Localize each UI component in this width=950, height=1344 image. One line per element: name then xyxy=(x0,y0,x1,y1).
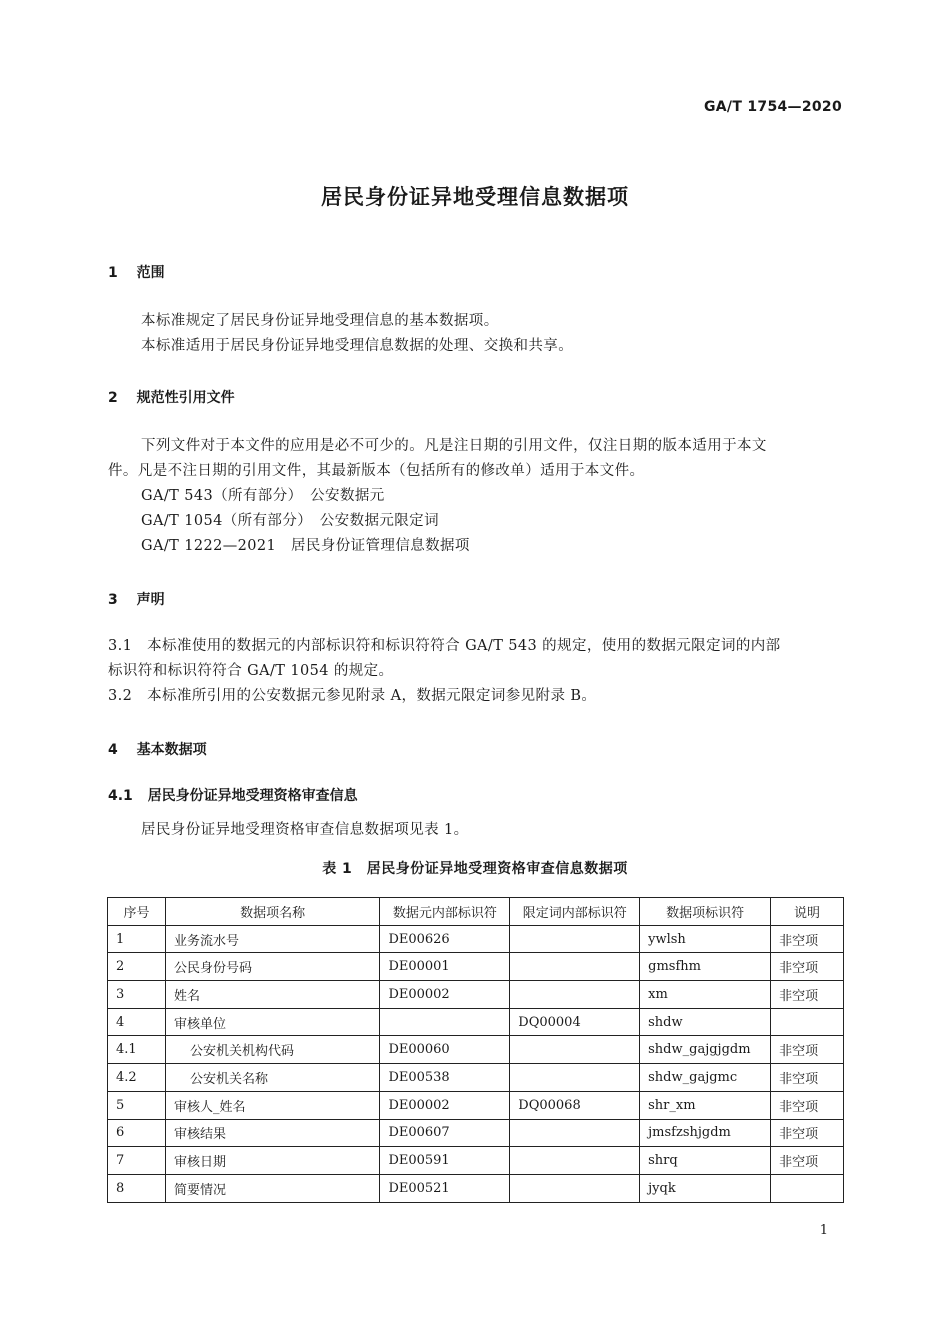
header-cell: 数据项名称 xyxy=(165,898,380,926)
cell-item-id: jyqk xyxy=(640,1174,771,1202)
cell-item-id: xm xyxy=(640,981,771,1009)
table-row xyxy=(108,925,844,953)
cell-element-id: DE00060 xyxy=(380,1036,510,1064)
page-title: 居民身份证异地受理信息数据项 xyxy=(321,185,629,209)
cell-qualifier-id xyxy=(510,1147,640,1175)
cell-item-id: shrq xyxy=(640,1147,771,1175)
cell-item-name: 简要情况 xyxy=(165,1174,380,1202)
section-1-heading xyxy=(108,262,165,282)
cell-seq: 3 xyxy=(108,981,166,1009)
cell-seq: 1 xyxy=(108,925,166,953)
cell-item-id: shdw_gajgmc xyxy=(640,1064,771,1092)
cell-note: 非空项 xyxy=(771,1036,844,1064)
section-title: 规范性引用文件 xyxy=(136,390,235,406)
cell-note: 非空项 xyxy=(771,981,844,1009)
cell-note: 非空项 xyxy=(771,1091,844,1119)
cell-item-id: shr_xm xyxy=(640,1091,771,1119)
cell-note: 非空项 xyxy=(771,1064,844,1092)
cell-qualifier-id xyxy=(510,925,640,953)
cell-item-name: 审核结果 xyxy=(165,1119,380,1147)
cell-item-id: jmsfzshjgdm xyxy=(640,1119,771,1147)
cell-seq: 4.2 xyxy=(108,1064,166,1092)
table-row xyxy=(108,1147,844,1175)
cell-seq: 2 xyxy=(108,953,166,981)
header-cell: 限定词内部标识符 xyxy=(510,898,640,926)
cell-element-id: DE00002 xyxy=(380,1091,510,1119)
cell-item-name: 审核日期 xyxy=(165,1147,380,1175)
cell-item-name: 公安机关名称 xyxy=(165,1064,380,1092)
cell-item-name: 审核单位 xyxy=(165,1008,380,1036)
section-title: 基本数据项 xyxy=(136,742,207,758)
header-cell: 说明 xyxy=(771,898,844,926)
table-row xyxy=(108,1008,844,1036)
cell-item-name: 审核人_姓名 xyxy=(165,1091,380,1119)
cell-element-id: DE00538 xyxy=(380,1064,510,1092)
table-row xyxy=(108,1064,844,1092)
cell-qualifier-id xyxy=(510,1174,640,1202)
table-row xyxy=(108,1174,844,1202)
section-number: 3 xyxy=(108,592,118,608)
page-number: 1 xyxy=(819,1223,828,1238)
cell-element-id: DE00607 xyxy=(380,1119,510,1147)
cell-seq: 5 xyxy=(108,1091,166,1119)
cell-element-id: DE00626 xyxy=(380,925,510,953)
cell-item-id: gmsfhm xyxy=(640,953,771,981)
subsection-4-1-heading xyxy=(108,785,358,805)
cell-seq: 8 xyxy=(108,1174,166,1202)
normative-reference: GA/T 543（所有部分） 公安数据元 xyxy=(141,488,385,504)
cell-item-id: ywlsh xyxy=(640,925,771,953)
clause-3-2: 3.2 本标准所引用的公安数据元参见附录 A，数据元限定词参见附录 B。 xyxy=(108,688,597,704)
table-caption: 表 1 居民身份证异地受理资格审查信息数据项 xyxy=(322,861,628,877)
cell-item-id: shdw xyxy=(640,1008,771,1036)
section-title: 声明 xyxy=(136,592,165,608)
cell-note: 非空项 xyxy=(771,1147,844,1175)
clause-3-1: 3.1 本标准使用的数据元的内部标识符和标识符符合 GA/T 543 的规定，使用的数据元限定词的内部 xyxy=(108,638,781,654)
header-cell: 数据项标识符 xyxy=(640,898,771,926)
section-2-heading xyxy=(108,387,235,407)
table-row xyxy=(108,1036,844,1064)
header-cell: 数据元内部标识符 xyxy=(380,898,510,926)
cell-seq: 4.1 xyxy=(108,1036,166,1064)
cell-seq: 4 xyxy=(108,1008,166,1036)
cell-note: 非空项 xyxy=(771,953,844,981)
paragraph: 居民身份证异地受理资格审查信息数据项见表 1。 xyxy=(141,822,469,838)
paragraph: 本标准适用于居民身份证异地受理信息数据的处理、交换和共享。 xyxy=(141,338,574,354)
cell-item-name: 公民身份号码 xyxy=(165,953,380,981)
paragraph: 本标准规定了居民身份证异地受理信息的基本数据项。 xyxy=(141,313,499,329)
cell-note: 非空项 xyxy=(771,1119,844,1147)
cell-item-name: 姓名 xyxy=(165,981,380,1009)
cell-qualifier-id xyxy=(510,981,640,1009)
cell-item-name: 公安机关机构代码 xyxy=(165,1036,380,1064)
section-4-heading xyxy=(108,739,207,759)
paragraph: 件。凡是不注日期的引用文件，其最新版本（包括所有的修改单）适用于本文件。 xyxy=(108,463,645,479)
cell-item-id: shdw_gajgjgdm xyxy=(640,1036,771,1064)
header-cell: 序号 xyxy=(108,898,166,926)
data-items-table xyxy=(107,897,844,1203)
paragraph: 下列文件对于本文件的应用是必不可少的。凡是注日期的引用文件，仅注日期的版本适用于本文 xyxy=(141,438,767,454)
normative-reference: GA/T 1054（所有部分） 公安数据元限定词 xyxy=(141,513,439,529)
cell-seq: 7 xyxy=(108,1147,166,1175)
cell-qualifier-id: DQ00068 xyxy=(510,1091,640,1119)
cell-seq: 6 xyxy=(108,1119,166,1147)
document-code: GA/T 1754—2020 xyxy=(704,99,842,115)
cell-qualifier-id xyxy=(510,1064,640,1092)
cell-qualifier-id xyxy=(510,953,640,981)
cell-qualifier-id xyxy=(510,1119,640,1147)
cell-qualifier-id xyxy=(510,1036,640,1064)
cell-element-id: DE00521 xyxy=(380,1174,510,1202)
table-header-row xyxy=(108,898,844,926)
cell-element-id: DE00002 xyxy=(380,981,510,1009)
cell-note: 非空项 xyxy=(771,925,844,953)
cell-qualifier-id: DQ00004 xyxy=(510,1008,640,1036)
table-row xyxy=(108,981,844,1009)
cell-element-id: DE00591 xyxy=(380,1147,510,1175)
cell-note xyxy=(771,1008,844,1036)
table-row xyxy=(108,953,844,981)
section-3-heading xyxy=(108,589,165,609)
normative-reference: GA/T 1222—2021 居民身份证管理信息数据项 xyxy=(141,538,470,554)
subsection-title: 居民身份证异地受理资格审查信息 xyxy=(147,788,358,804)
section-title: 范围 xyxy=(136,265,165,281)
cell-note xyxy=(771,1174,844,1202)
table-row xyxy=(108,1091,844,1119)
section-number: 4 xyxy=(108,742,118,758)
cell-item-name: 业务流水号 xyxy=(165,925,380,953)
clause-3-1-cont: 标识符和标识符符合 GA/T 1054 的规定。 xyxy=(108,663,394,679)
table-row xyxy=(108,1119,844,1147)
cell-element-id xyxy=(380,1008,510,1036)
cell-element-id: DE00001 xyxy=(380,953,510,981)
section-number: 1 xyxy=(108,265,118,281)
subsection-number: 4.1 xyxy=(108,788,133,804)
section-number: 2 xyxy=(108,390,118,406)
